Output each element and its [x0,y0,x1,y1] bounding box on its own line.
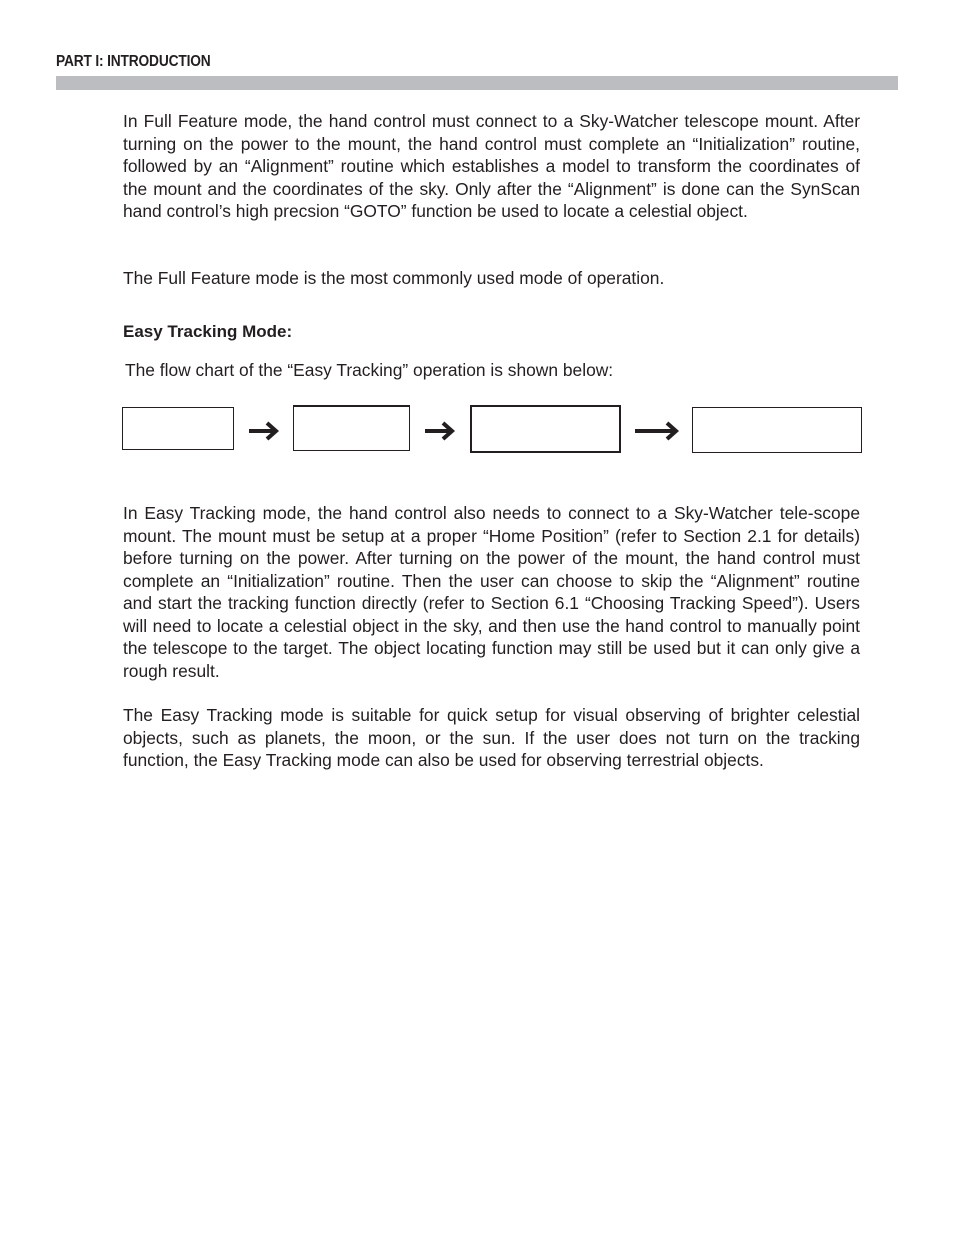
flow-box-4 [692,407,862,453]
arrow-right-icon [247,420,281,442]
arrow-right-icon [633,420,681,442]
arrow-right-icon [423,420,457,442]
paragraph-full-feature-common: The Full Feature mode is the most commonly used mode of operation. [123,268,665,288]
paragraph-easy-tracking: In Easy Tracking mode, the hand control also needs to connect to a Sky-Watcher tele-scope mount. The mount must be setup at a proper “Home Position” (refer to Section 2.1 for details) before turning on the power. After turning on the power of the mount, the hand control must complete an “Initialization” routine. Then the user can choose to skip the “Alignment” routine and start the tracking function directly (refer to Section 6.1 “Choosing Tracking Speed”). Users will need to locate a celestial object in the sky, and then use the hand control to manually point the telescope to the target. The object locating function may still be used but it can only give a rough result. [123,503,860,681]
flow-box-3 [470,405,621,453]
flow-box-2 [293,405,410,451]
section-header: PART I: INTRODUCTION [56,53,211,70]
header-bar [56,76,898,90]
paragraph-flow-intro: The flow chart of the “Easy Tracking” operation is shown below: [125,360,614,380]
flow-box-1 [122,407,234,450]
paragraph-full-feature: In Full Feature mode, the hand control must connect to a Sky-Watcher telescope mount. After turning on the power to the mount, the hand control must complete an “Initialization” routine, followed by an “Alignment” routine which establishes a model to transform the coordinates of the mount and the coordinates of the sky. Only after the “Alignment” is done can the SynScan hand control’s high precsion “GOTO” function be used to locate a celestial object. [123,111,860,221]
heading-easy-tracking: Easy Tracking Mode: [123,322,293,341]
paragraph-easy-suitable: The Easy Tracking mode is suitable for quick setup for visual observing of brighter celestial objects, such as planets, the moon, or the sun. If the user does not turn on the tracking function, the Easy Tracking mode can also be used for observing terrestrial objects. [123,705,860,770]
